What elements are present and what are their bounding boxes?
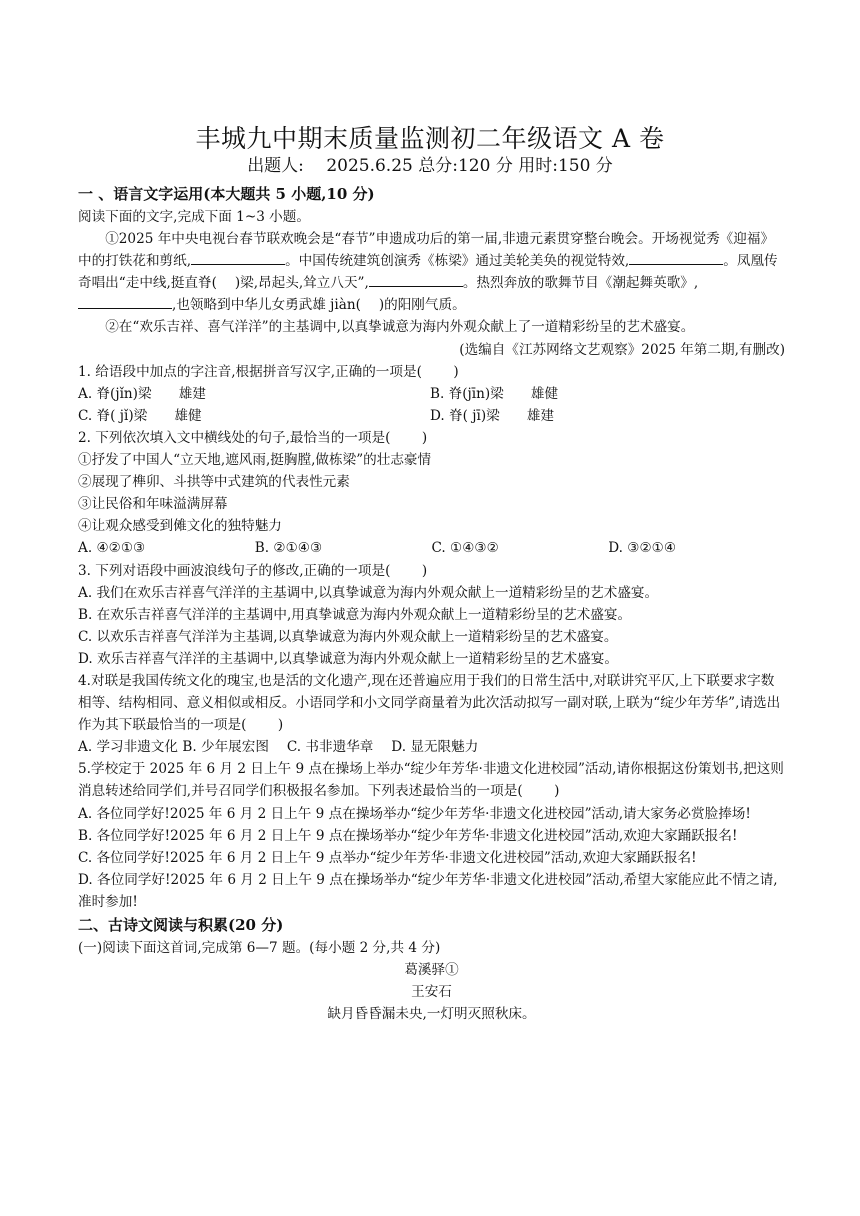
passage-text: 。中国传统建筑创演秀《栋梁》通过美轮美奂的视觉特效, xyxy=(285,253,630,270)
section-heading-2: 二、古诗文阅读与积累(20 分) xyxy=(78,916,284,934)
answer-blank xyxy=(191,250,285,265)
option-b: B. ②①④③ xyxy=(254,540,323,557)
option-d: D. 欢乐吉祥喜气洋洋的主基调中,以真挚诚意为海内外观众献上一道精彩纷呈的艺术盛宴。 xyxy=(78,650,618,667)
option-c: C. 脊( jǐ)梁 雄健 xyxy=(78,407,202,424)
question-2-item: ④让观众感受到傩文化的独特魅力 xyxy=(78,518,282,535)
passage-source: (选编自《江苏网络文艺观察》2025 年第二期,有删改) xyxy=(459,341,785,358)
option-c: C. ①④③② xyxy=(431,540,499,557)
question-2-item: ③让民俗和年味溢满屏幕 xyxy=(78,496,228,513)
poem-title: 葛溪驿① xyxy=(404,962,459,979)
option-d: D. 脊( jī)梁 雄建 xyxy=(430,407,555,424)
option-d: D. ③②①④ xyxy=(608,540,677,557)
section-heading-1: 一 、语言文字运用(本大题共 5 小题,10 分) xyxy=(78,185,375,203)
question-4-stem: 4.对联是我国传统文化的瑰宝,也是活的文化遗产,现在还普遍应用于我们的日常生活中,对联讲究平仄,上下联要求字数相等、结构相同、意义相似或相反。小语同学和小文同学商量着为此次活动拟写一副对联,上联为“绽少年芳华”,请选出作为其下联最恰当的一项是( ) xyxy=(78,672,781,734)
option-d: D. 各位同学好!2025 年 6 月 2 日上午 9 点在操场举办“绽少年芳华·非遗文化进校园”活动,希望大家能应此不情之请,准时参加! xyxy=(78,871,778,910)
exam-content xyxy=(78,182,785,1025)
poem-author: 王安石 xyxy=(411,984,452,1001)
poem-line: 缺月昏昏漏未央,一灯明灭照秋床。 xyxy=(327,1006,536,1023)
question-4-options: A. 学习非遗文化 B. 少年展宏图 C. 书非遗华章 D. 显无限魅力 xyxy=(78,739,479,756)
option-a: A. ④②①③ xyxy=(78,540,146,557)
reading-intro: 阅读下面的文字,完成下面 1~3 小题。 xyxy=(78,209,310,225)
option-c: C. 各位同学好!2025 年 6 月 2 日上午 9 点举办“绽少年芳华·非遗文化进校园”活动,欢迎大家踊跃报名! xyxy=(78,849,697,866)
option-a: A. 我们在欢乐吉祥喜气洋洋的主基调中,以真挚诚意为海内外观众献上一道精彩纷呈的艺术盛宴。 xyxy=(78,584,659,601)
question-1-stem: 1. 给语段中加点的字注音,根据拼音写汉字,正确的一项是( ) xyxy=(78,363,459,380)
question-2-item: ②展现了榫卯、斗拱等中式建筑的代表性元素 xyxy=(78,474,350,491)
question-3-stem: 3. 下列对语段中画波浪线句子的修改,正确的一项是( ) xyxy=(78,562,428,579)
option-a: A. 脊(jǐn)梁 雄建 xyxy=(78,385,206,402)
option-b: B. 各位同学好!2025 年 6 月 2 日上午 9 点在操场举办“绽少年芳华·非遗文化进校园”活动,欢迎大家踊跃报名! xyxy=(78,827,738,844)
passage-paragraph-1 xyxy=(78,228,785,316)
exam-title: 丰城九中期末质量监测初二年级语文 A 卷 xyxy=(195,124,665,153)
passage-text: ( )梁,昂起头,耸立八天”, xyxy=(211,275,369,292)
passage-text: ,也领略到中华儿女勇武雄 jiàn( )的阳刚气质。 xyxy=(172,297,466,314)
question-1-options-row xyxy=(78,405,785,427)
passage-text: ①2025 年中央电视台春节联欢晚会是“春节”申遗成功后的第一届,非遗元素贯穿整台晚会。开场视觉秀《迎福》中的打铁花和剪纸, xyxy=(78,231,775,270)
passage-paragraph-2: ②在“欢乐吉祥、喜气洋洋”的主基调中,以真挚诚意为海内外观众献上了一道精彩纷呈的艺术盛宴。 xyxy=(105,319,695,336)
option-b: B. 脊(jīn)梁 雄健 xyxy=(430,385,559,402)
passage-text: 。凤凰传奇唱出“走中线,挺直 xyxy=(78,253,778,292)
question-5-stem: 5.学校定于 2025 年 6 月 2 日上午 9 点在操场上举办“绽少年芳华·非遗文化进校园”活动,请你根据这份策划书,把这则消息转述给同学们,并号召同学们积极报名参加。下列表述最恰当的一项是( ) xyxy=(78,761,784,800)
option-b: B. 在欢乐吉祥喜气洋洋的主基调中,用真挚诚意为海内外观众献上一道精彩纷呈的艺术盛宴。 xyxy=(78,606,632,623)
answer-blank xyxy=(78,294,172,309)
exam-subtitle: 出题人: 2025.6.25 总分:120 分 用时:150 分 xyxy=(247,156,613,176)
option-c: C. 以欢乐吉祥喜气洋洋为主基调,以真挚诚意为海内外观众献上一道精彩纷呈的艺术盛宴。 xyxy=(78,628,618,645)
passage-text: 。热烈奔放的歌舞节目《潮起舞英歌》, xyxy=(462,275,699,292)
dotted-character: 脊 xyxy=(198,275,212,292)
answer-blank xyxy=(629,250,723,265)
question-2-stem: 2. 下列依次填入文中横线处的句子,最恰当的一项是( ) xyxy=(78,429,428,446)
question-2-item: ①抒发了中国人“立天地,遮风雨,挺胸膛,做栋梁”的壮志豪情 xyxy=(78,452,432,469)
question-2-options xyxy=(78,537,785,559)
option-a: A. 各位同学好!2025 年 6 月 2 日上午 9 点在操场举办“绽少年芳华·非遗文化进校园”活动,请大家务必赏脸捧场! xyxy=(78,805,751,822)
answer-blank xyxy=(369,272,463,287)
poem-intro: (一)阅读下面这首词,完成第 6—7 题。(每小题 2 分,共 4 分) xyxy=(78,940,441,956)
question-1-options-row xyxy=(78,383,785,405)
